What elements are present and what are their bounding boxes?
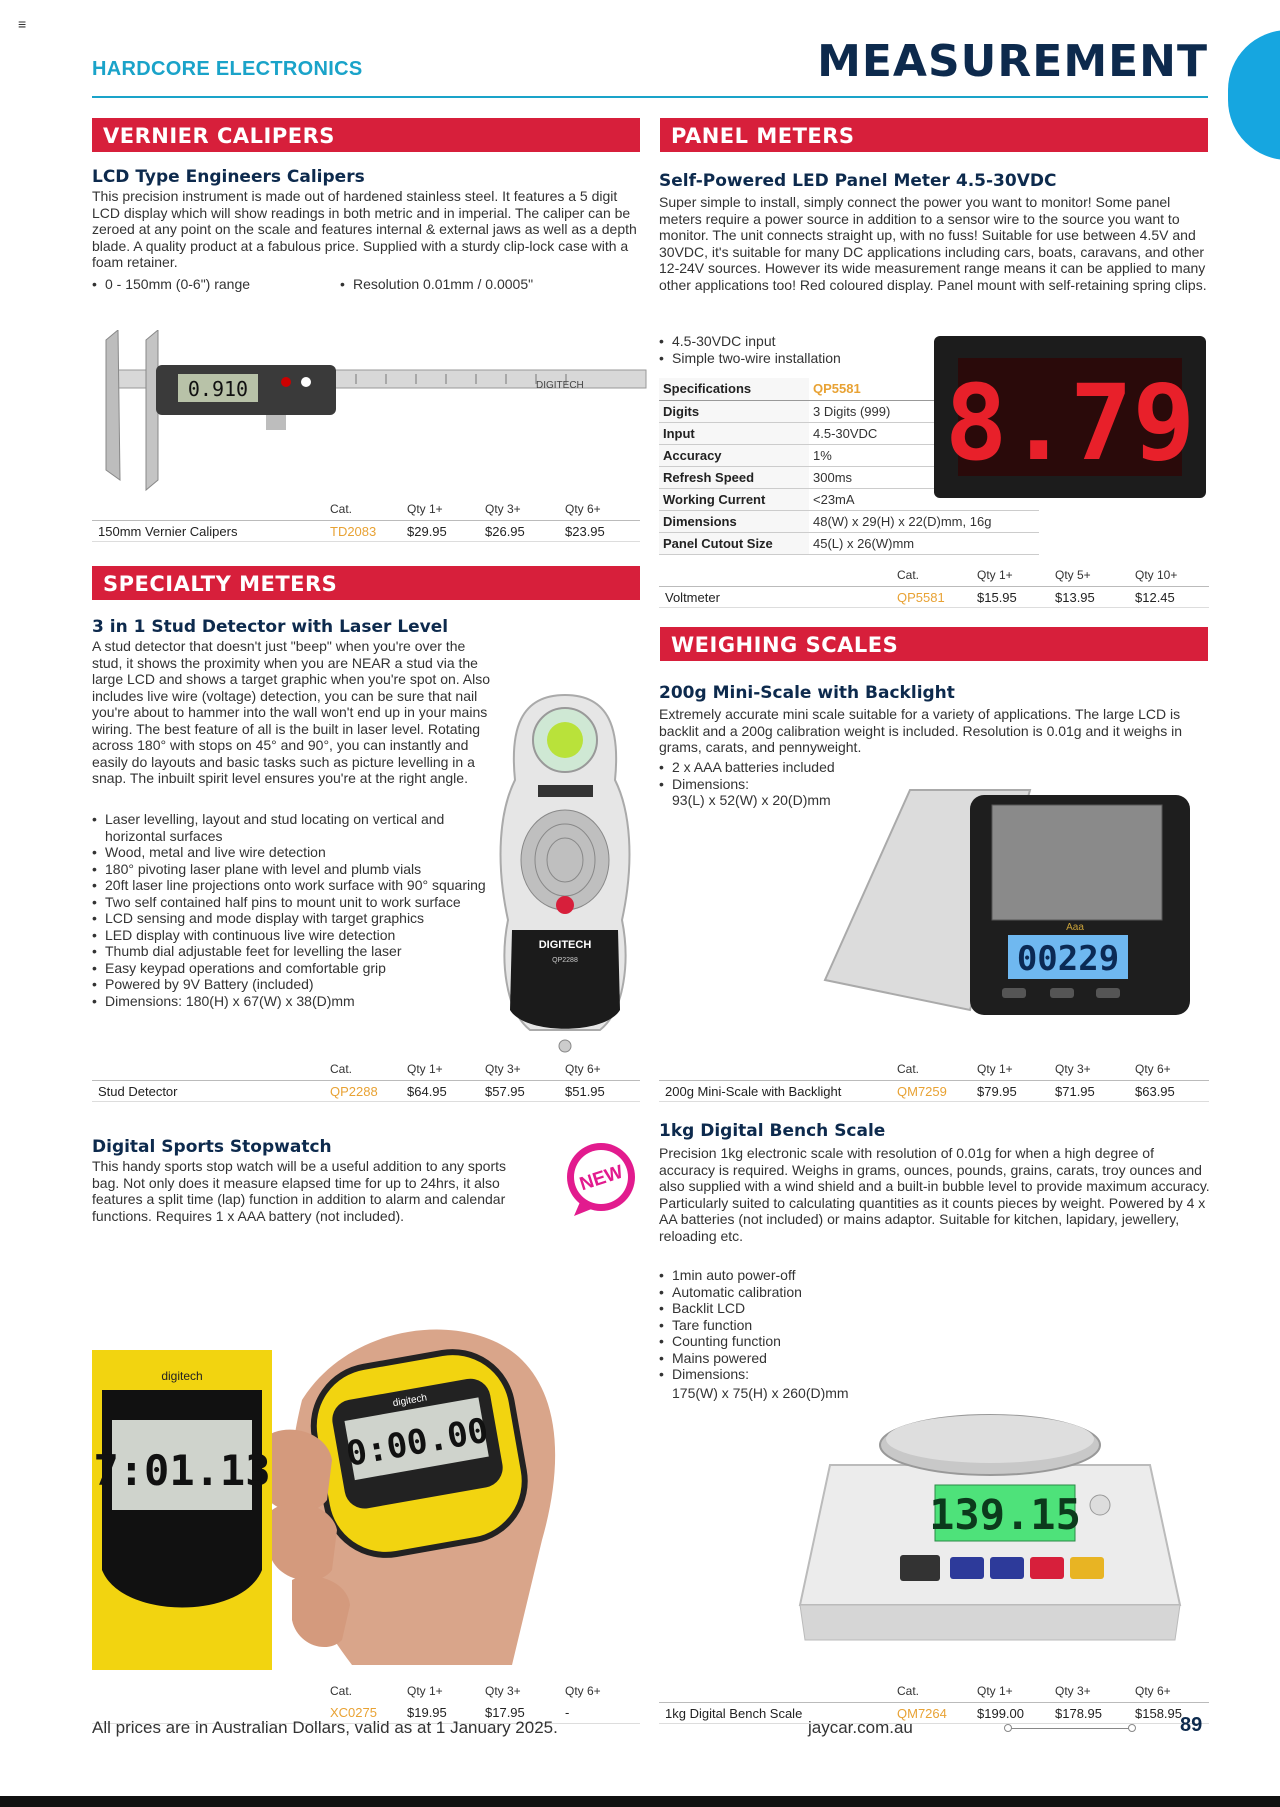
col-cat: Cat. [330, 502, 353, 516]
bench-scale-price-table [659, 1684, 1209, 1724]
text-label: TD2083 [330, 523, 377, 539]
brand-label: HARDCORE ELECTRONICS [92, 58, 363, 80]
bench-scale-bullets [659, 1267, 802, 1383]
footer-price-note: All prices are in Australian Dollars, valid as at 1 January 2025. [92, 1718, 558, 1737]
mini-scale-display: 00229 [1016, 939, 1120, 979]
stud-detector-title: 3 in 1 Stud Detector with Laser Level [92, 617, 449, 637]
mini-scale-price-table [659, 1062, 1209, 1102]
list-item: • LED display with continuous live wire detection [92, 927, 497, 944]
text-label: $19.95 [407, 1705, 447, 1720]
list-item: • 20ft laser line projections onto work surface with 90° squaring [92, 877, 497, 894]
col-qty6: Qty 6+ [565, 502, 601, 516]
stopwatch-description: This handy sports stop watch will be a useful addition to any sports bag. Not only does it measure elapsed time for up to 24hrs, it also features a split time (lap) function in addition to alarm and calendar functions. Requires 1 x AAA battery (not included). [92, 1158, 506, 1224]
text-label: QP5581 [809, 378, 1039, 400]
stopwatch-image [92, 1320, 642, 1670]
bench-scale-dimensions: 175(W) x 75(H) x 260(D)mm [672, 1385, 849, 1401]
list-item: • Easy keypad operations and comfortable grip [92, 960, 497, 977]
text-label: 1% [809, 444, 1039, 466]
text-label: Qty 1+ [407, 1062, 443, 1076]
text-label: XC0275 [330, 1705, 377, 1720]
mini-scale-dimensions: 93(L) x 52(W) x 20(D)mm [672, 792, 831, 808]
text-label: 300ms [809, 466, 1039, 488]
bench-scale-title: 1kg Digital Bench Scale [659, 1121, 886, 1141]
section-tab-marker [1228, 30, 1280, 160]
text-label: Qty 1+ [977, 1684, 1013, 1698]
section-weighing-scales: WEIGHING SCALES [660, 627, 1208, 661]
text-label: Qty 1+ [977, 1062, 1013, 1076]
text-label: $57.95 [485, 1083, 525, 1099]
list-item: • Dimensions: 180(H) x 67(W) x 38(D)mm [92, 993, 497, 1010]
table-row[interactable] [92, 520, 640, 542]
list-item: • Thumb dial adjustable feet for levelling the laser [92, 943, 497, 960]
caliper-brand: DIGITECH [536, 380, 584, 391]
text-label: Qty 1+ [977, 568, 1013, 582]
text-label: QP2288 [330, 1083, 378, 1099]
text-label: Cat. [897, 1684, 920, 1698]
text-label: 4.5-30VDC [809, 422, 1039, 444]
text-label: Cat. [330, 1062, 353, 1076]
stud-brand: DIGITECH [538, 939, 592, 951]
list-item: • Two self contained half pins to mount unit to work surface [92, 894, 497, 911]
text-label: 200g Mini-Scale with Backlight [665, 1083, 842, 1099]
text-label: $51.95 [565, 1083, 605, 1099]
bench-scale-description: Precision 1kg electronic scale with resolution of 0.01g for when a high degree of accuracy is required. Weighs in grams, ounces, pounds, grains, carats, troy ounces and also supplied with a wind shield and a built-in bubble level to provide maximum accuracy. Particularly suited to calculating quantities as it counts pieces by weight. Powered by 4 x AA batteries (not included) or mains adaptor. Suitable for kitchen, lapidary, jewellery, reloading etc. [659, 1145, 1210, 1244]
section-vernier-calipers: VERNIER CALIPERS [92, 118, 640, 152]
stud-detector-bullets [92, 811, 497, 1009]
bottom-bar [0, 1796, 1280, 1807]
table-row[interactable] [659, 586, 1209, 608]
mini-scale-image [820, 780, 1200, 1030]
text-label: $29.95 [407, 523, 447, 539]
stopwatch-title: Digital Sports Stopwatch [92, 1137, 332, 1157]
list-item: • Laser levelling, layout and stud locating on vertical and horizontal surfaces [92, 811, 497, 844]
text-label: $71.95 [1055, 1083, 1095, 1099]
calipers-bullet: • 0 - 150mm (0-6") range [92, 276, 250, 293]
list-item: • Powered by 9V Battery (included) [92, 976, 497, 993]
text-label: Digits [659, 400, 809, 422]
led-panel-meter-image [932, 334, 1208, 500]
stopwatch-brand: digitech [392, 1392, 428, 1410]
text-label: Stud Detector [98, 1083, 178, 1099]
list-item: • Automatic calibration [659, 1284, 802, 1301]
text-label: Qty 3+ [485, 1062, 521, 1076]
text-label: 48(W) x 29(H) x 22(D)mm, 16g [809, 510, 1039, 532]
text-label: Dimensions [659, 510, 809, 532]
caliper-lcd-text: 0.910 [187, 377, 249, 401]
text-label: $17.95 [485, 1705, 525, 1720]
footer-website-link[interactable]: jaycar.com.au [808, 1718, 913, 1737]
text-label: $199.00 [977, 1705, 1024, 1721]
text-label: Qty 6+ [1135, 1684, 1171, 1698]
text-label: $13.95 [1055, 589, 1095, 605]
stud-model: QP2288 [552, 957, 578, 964]
table-row[interactable] [659, 1702, 1209, 1724]
text-label: Specifications [659, 378, 809, 400]
calipers-price-table [92, 502, 640, 542]
text-label: Qty 1+ [407, 1684, 443, 1698]
list-item: • Dimensions: [659, 776, 835, 793]
text-label: Input [659, 422, 809, 444]
panel-meter-display: 8.79 [944, 362, 1196, 484]
text-label: Qty 3+ [1055, 1062, 1091, 1076]
text-label: Voltmeter [665, 589, 720, 605]
panel-meter-title: Self-Powered LED Panel Meter 4.5-30VDC [659, 171, 1057, 191]
text-label: <23mA [809, 488, 1039, 510]
text-label: $158.95 [1135, 1705, 1182, 1721]
text-label: Qty 6+ [565, 1684, 601, 1698]
svg-text:Aaa: Aaa [1066, 922, 1084, 933]
stopwatch-display: 0:00.00 [343, 1410, 492, 1475]
page-title: MEASUREMENT [817, 36, 1208, 87]
text-label: 45(L) x 26(W)mm [809, 532, 1039, 554]
text-label: QM7259 [897, 1083, 947, 1099]
text-label: Qty 3+ [485, 1684, 521, 1698]
col-qty1: Qty 1+ [407, 502, 443, 516]
new-badge [560, 1136, 642, 1218]
text-label: A stud detector that doesn't just "beep" when you're over the stud, it shows the proximity when you are NEAR a stud via the large LCD and shows a target graphic when you're spot on. Also includes live wire (voltage) detection, you can be sure that nail you're about to hammer into the wall won't end up in your mains wiring. The best feature of all is the built in laser level. Rotating across 180° with stops on 45° and 90°, you can instantly and easily do layouts and basic tasks such as picture levelling in a snap. The inbuilt spirit level ensures you're at the right angle. [92, 638, 491, 786]
list-item: • 2 x AAA batteries included [659, 759, 835, 776]
text-label: $15.95 [977, 589, 1017, 605]
text-label: Panel Cutout Size [659, 532, 809, 554]
text-label: Cat. [897, 1062, 920, 1076]
text-label: Qty 5+ [1055, 568, 1091, 582]
text-label: Working Current [659, 488, 809, 510]
list-item: • Tare function [659, 1317, 802, 1334]
calipers-bullets-2 [340, 276, 533, 293]
new-badge-text: NEW [577, 1161, 626, 1196]
spec-row [659, 532, 1039, 554]
text-label: $23.95 [565, 523, 605, 539]
text-label: Accuracy [659, 444, 809, 466]
section-specialty-meters: SPECIALTY METERS [92, 566, 640, 600]
text-label: $64.95 [407, 1083, 447, 1099]
stopwatch-inset-brand: digitech [161, 1369, 203, 1383]
stopwatch-inset-display: 7:01.13 [93, 1446, 271, 1495]
panel-meter-bullets [659, 333, 841, 366]
list-item: • Counting function [659, 1333, 802, 1350]
panel-meter-description: Super simple to install, simply connect the power you want to monitor! Some panel meters require a power source in addition to a sensor wire to the source you want to monitor. The unit connects straight up, with no fuss! Suitable for use between 4.5V and 30VDC, it's suitable for many DC applications including cars, boats, caravans, and other 12-24V sources. However its wide measurement range means it can be applied to many other applications too! Red coloured display. Panel mount with self-retaining spring clips. [659, 194, 1207, 293]
list-item: • Backlit LCD [659, 1300, 802, 1317]
text-label: $63.95 [1135, 1083, 1175, 1099]
table-row[interactable] [92, 1080, 640, 1102]
list-item: • 180° pivoting laser plane with level and plumb vials [92, 861, 497, 878]
footer-decoration [1008, 1728, 1132, 1729]
list-item: • 1min auto power-off [659, 1267, 802, 1284]
text-label: Refresh Speed [659, 466, 809, 488]
text-label: 1kg Digital Bench Scale [665, 1705, 803, 1721]
mini-scale-title: 200g Mini-Scale with Backlight [659, 683, 955, 703]
text-label: 3 Digits (999) [809, 400, 1039, 422]
text-label: Qty 6+ [565, 1062, 601, 1076]
calipers-bullets [92, 276, 250, 293]
list-item: • Dimensions: [659, 1366, 802, 1383]
stud-price-table [92, 1062, 640, 1102]
panel-meter-price-table [659, 568, 1209, 608]
vernier-caliper-image [96, 330, 648, 500]
calipers-title: LCD Type Engineers Calipers [92, 167, 365, 187]
text-label: Qty 10+ [1135, 568, 1178, 582]
text-label: - [565, 1705, 570, 1720]
text-label: $178.95 [1055, 1705, 1102, 1721]
mini-scale-bullets [659, 759, 835, 792]
mini-scale-description: Extremely accurate mini scale suitable for a variety of applications. The large LCD is backlit and a 200g calibration weight is included. Resolution is 0.01g and it weighs in grams, carats, and pennyweight. [659, 706, 1182, 755]
list-item: • Mains powered [659, 1350, 802, 1367]
calipers-description: This precision instrument is made out of hardened stainless steel. It features a 5 digit LCD display which will show readings in both metric and in imperial. The caliper can be zeroed at any point on the scale and features internal & external jaws as well as a depth blade. A quality product at a fabulous price. Supplied with a sturdy clip-lock case with a foam retainer. [92, 188, 637, 270]
page-number: 89 [1180, 1714, 1203, 1736]
text-label: QP5581 [897, 589, 945, 605]
footer-dot-icon [1004, 1724, 1012, 1732]
list-item: • LCD sensing and mode display with target graphics [92, 910, 497, 927]
list-item: • Wood, metal and live wire detection [92, 844, 497, 861]
table-row[interactable] [659, 1080, 1209, 1102]
calipers-bullet: • Resolution 0.01mm / 0.0005" [340, 276, 533, 293]
text-label: 150mm Vernier Calipers [98, 523, 238, 539]
list-item: • 4.5-30VDC input [659, 333, 841, 350]
section-panel-meters: PANEL METERS [660, 118, 1208, 152]
footer-dot-icon [1128, 1724, 1136, 1732]
header-divider [92, 96, 1208, 98]
list-item: • Simple two-wire installation [659, 350, 841, 367]
text-label: Qty 3+ [1055, 1684, 1091, 1698]
col-qty3: Qty 3+ [485, 502, 521, 516]
text-label: $12.45 [1135, 589, 1175, 605]
bench-scale-display: 139.15 [929, 1490, 1081, 1539]
text-label: Cat. [330, 1684, 353, 1698]
text-label: QM7264 [897, 1705, 947, 1721]
text-label: Cat. [897, 568, 920, 582]
text-label: Qty 6+ [1135, 1062, 1171, 1076]
bench-scale-image [790, 1405, 1190, 1645]
spec-row [659, 510, 1039, 532]
stud-detector-image [490, 690, 640, 1060]
text-label: $26.95 [485, 523, 525, 539]
text-label: $79.95 [977, 1083, 1017, 1099]
hamburger-icon[interactable]: ≡ [18, 16, 27, 32]
